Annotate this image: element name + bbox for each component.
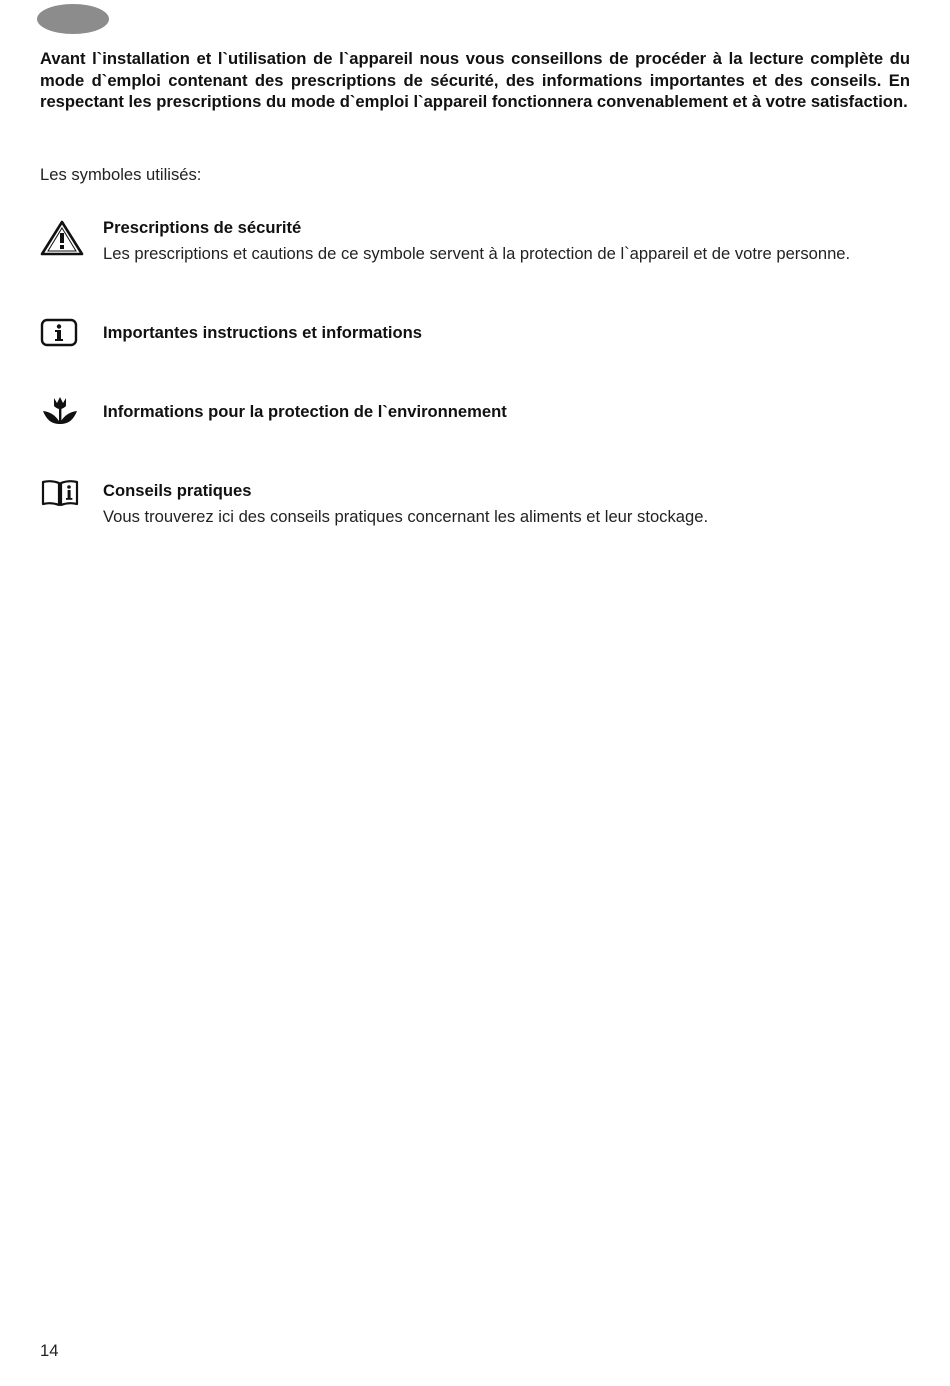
info-icon: [40, 318, 78, 348]
symbol-row-safety: [40, 218, 912, 268]
symbol-row-tips: [40, 481, 912, 531]
page-number: 14: [40, 1341, 59, 1360]
symbol-title-environment: Informations pour la protection de l`environnement: [103, 402, 507, 421]
symbol-title-safety: Prescriptions de sécurité: [103, 218, 302, 237]
symbol-row-info: [40, 323, 912, 353]
language-tab-marker: [37, 4, 109, 34]
book-info-icon: [40, 478, 80, 508]
intro-paragraph: Avant l`installation et l`utilisation de l`appareil nous vous conseillons de procéder à la lecture complète du mode d`emploi contenant des prescriptions de sécurité, des informations importantes et des conseils. En respectant les prescriptions du mode d`emploi l`appareil fonctionnera convenablement et à votre satisfaction.: [40, 49, 910, 112]
symbols-heading: Les symboles utilisés:: [40, 165, 202, 184]
warning-triangle-icon: [40, 220, 84, 256]
symbol-title-info: Importantes instructions et informations: [103, 323, 423, 342]
symbol-title-tips: Conseils pratiques: [103, 481, 252, 500]
symbol-description-safety: Les prescriptions et cautions de ce symbole servent à la protection de l`appareil et de votre personne.: [103, 244, 851, 263]
environment-plant-icon: [40, 394, 80, 428]
symbol-row-environment: [40, 402, 912, 432]
symbol-description-tips: Vous trouverez ici des conseils pratiques concernant les aliments et leur stockage.: [103, 507, 709, 526]
